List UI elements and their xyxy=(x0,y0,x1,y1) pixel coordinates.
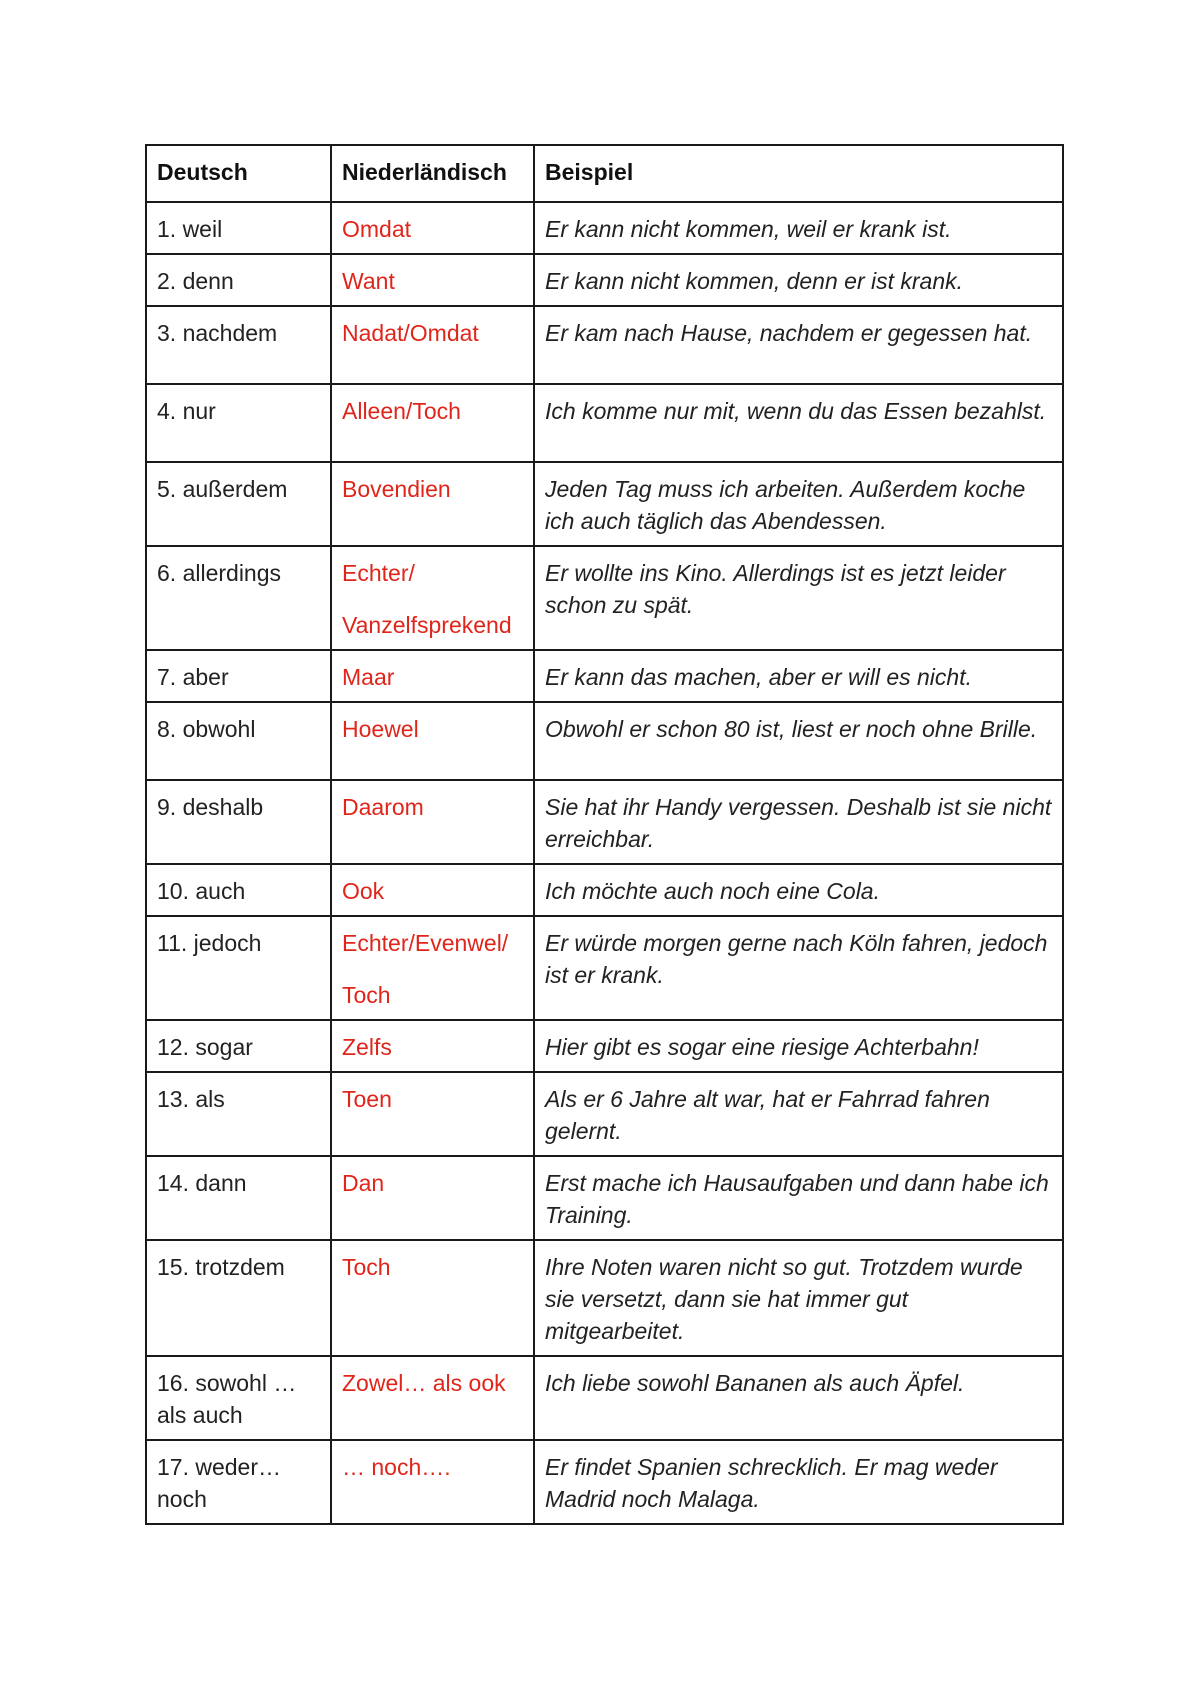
example-sentence: Er kann nicht kommen, weil er krank ist. xyxy=(534,202,1063,254)
german-term: 5. außerdem xyxy=(146,462,331,546)
dutch-translation xyxy=(331,546,534,650)
example-sentence: Jeden Tag muss ich arbeiten. Außerdem koche ich auch täglich das Abendessen. xyxy=(534,462,1063,546)
dutch-translation xyxy=(331,1020,534,1072)
dutch-translation-line: Dan xyxy=(342,1170,385,1196)
dutch-translation-line: Echter/ xyxy=(342,560,415,586)
example-sentence: Er kann nicht kommen, denn er ist krank. xyxy=(534,254,1063,306)
example-sentence: Erst mache ich Hausaufgaben und dann habe ich Training. xyxy=(534,1156,1063,1240)
dutch-translation xyxy=(331,650,534,702)
table-row xyxy=(146,650,1063,702)
dutch-translation xyxy=(331,462,534,546)
example-sentence: Ich liebe sowohl Bananen als auch Äpfel. xyxy=(534,1356,1063,1440)
example-sentence: Ich möchte auch noch eine Cola. xyxy=(534,864,1063,916)
example-sentence: Ich komme nur mit, wenn du das Essen bezahlst. xyxy=(534,384,1063,462)
table-body xyxy=(146,202,1063,1524)
dutch-translation-line: Alleen/Toch xyxy=(342,398,461,424)
table-row xyxy=(146,384,1063,462)
german-term: 7. aber xyxy=(146,650,331,702)
table-row xyxy=(146,1072,1063,1156)
example-sentence: Er kam nach Hause, nachdem er gegessen hat. xyxy=(534,306,1063,384)
dutch-translation-line: … noch…. xyxy=(342,1454,451,1480)
dutch-translation-line: Omdat xyxy=(342,216,412,242)
table-row xyxy=(146,546,1063,650)
table-row xyxy=(146,1440,1063,1524)
dutch-translation-line: Toch xyxy=(342,1254,391,1280)
dutch-translation-line: Hoewel xyxy=(342,716,419,742)
table-header-row xyxy=(146,145,1063,202)
dutch-translation xyxy=(331,1072,534,1156)
table-row xyxy=(146,780,1063,864)
dutch-translation xyxy=(331,916,534,1020)
table-row xyxy=(146,916,1063,1020)
example-sentence: Er kann das machen, aber er will es nicht. xyxy=(534,650,1063,702)
example-sentence: Er wollte ins Kino. Allerdings ist es jetzt leider schon zu spät. xyxy=(534,546,1063,650)
dutch-translation xyxy=(331,202,534,254)
german-term: 14. dann xyxy=(146,1156,331,1240)
dutch-translation-line: Daarom xyxy=(342,794,424,820)
table-row xyxy=(146,254,1063,306)
dutch-translation-line: Zowel… als ook xyxy=(342,1370,506,1396)
dutch-translation xyxy=(331,1156,534,1240)
german-term: 6. allerdings xyxy=(146,546,331,650)
german-term: 11. jedoch xyxy=(146,916,331,1020)
header-niederlaendisch: Niederländisch xyxy=(331,145,534,202)
dutch-translation-line: Bovendien xyxy=(342,476,451,502)
table-row xyxy=(146,1356,1063,1440)
example-sentence: Er findet Spanien schrecklich. Er mag weder Madrid noch Malaga. xyxy=(534,1440,1063,1524)
conjunction-table xyxy=(145,144,1064,1525)
table-row xyxy=(146,864,1063,916)
dutch-translation-line: Vanzelfsprekend xyxy=(342,612,512,638)
dutch-translation xyxy=(331,306,534,384)
table-row xyxy=(146,1240,1063,1356)
example-sentence: Als er 6 Jahre alt war, hat er Fahrrad fahren gelernt. xyxy=(534,1072,1063,1156)
german-term: 15. trotzdem xyxy=(146,1240,331,1356)
dutch-translation xyxy=(331,384,534,462)
dutch-translation xyxy=(331,780,534,864)
german-term: 10. auch xyxy=(146,864,331,916)
dutch-translation xyxy=(331,254,534,306)
dutch-translation xyxy=(331,864,534,916)
example-sentence: Er würde morgen gerne nach Köln fahren, jedoch ist er krank. xyxy=(534,916,1063,1020)
dutch-translation xyxy=(331,1440,534,1524)
table-row xyxy=(146,306,1063,384)
dutch-translation-line: Zelfs xyxy=(342,1034,392,1060)
german-term: 17. weder… noch xyxy=(146,1440,331,1524)
dutch-translation xyxy=(331,1240,534,1356)
table-row xyxy=(146,1020,1063,1072)
dutch-translation-line: Ook xyxy=(342,878,385,904)
table-row xyxy=(146,462,1063,546)
example-sentence: Obwohl er schon 80 ist, liest er noch ohne Brille. xyxy=(534,702,1063,780)
dutch-translation-line: Toch xyxy=(342,982,391,1008)
dutch-translation xyxy=(331,702,534,780)
german-term: 4. nur xyxy=(146,384,331,462)
dutch-translation-line: Maar xyxy=(342,664,395,690)
header-deutsch: Deutsch xyxy=(146,145,331,202)
german-term: 2. denn xyxy=(146,254,331,306)
dutch-translation-line: Want xyxy=(342,268,395,294)
german-term: 13. als xyxy=(146,1072,331,1156)
table-row xyxy=(146,202,1063,254)
dutch-translation-line: Toen xyxy=(342,1086,392,1112)
german-term: 8. obwohl xyxy=(146,702,331,780)
header-beispiel: Beispiel xyxy=(534,145,1063,202)
german-term: 9. deshalb xyxy=(146,780,331,864)
german-term: 16. sowohl … als auch xyxy=(146,1356,331,1440)
german-term: 1. weil xyxy=(146,202,331,254)
example-sentence: Ihre Noten waren nicht so gut. Trotzdem wurde sie versetzt, dann sie hat immer gut mitgearbeitet. xyxy=(534,1240,1063,1356)
example-sentence: Sie hat ihr Handy vergessen. Deshalb ist sie nicht erreichbar. xyxy=(534,780,1063,864)
dutch-translation xyxy=(331,1356,534,1440)
table-row xyxy=(146,702,1063,780)
example-sentence: Hier gibt es sogar eine riesige Achterbahn! xyxy=(534,1020,1063,1072)
german-term: 3. nachdem xyxy=(146,306,331,384)
german-term: 12. sogar xyxy=(146,1020,331,1072)
dutch-translation-line: Echter/Evenwel/ xyxy=(342,930,509,956)
dutch-translation-line: Nadat/Omdat xyxy=(342,320,479,346)
table-row xyxy=(146,1156,1063,1240)
